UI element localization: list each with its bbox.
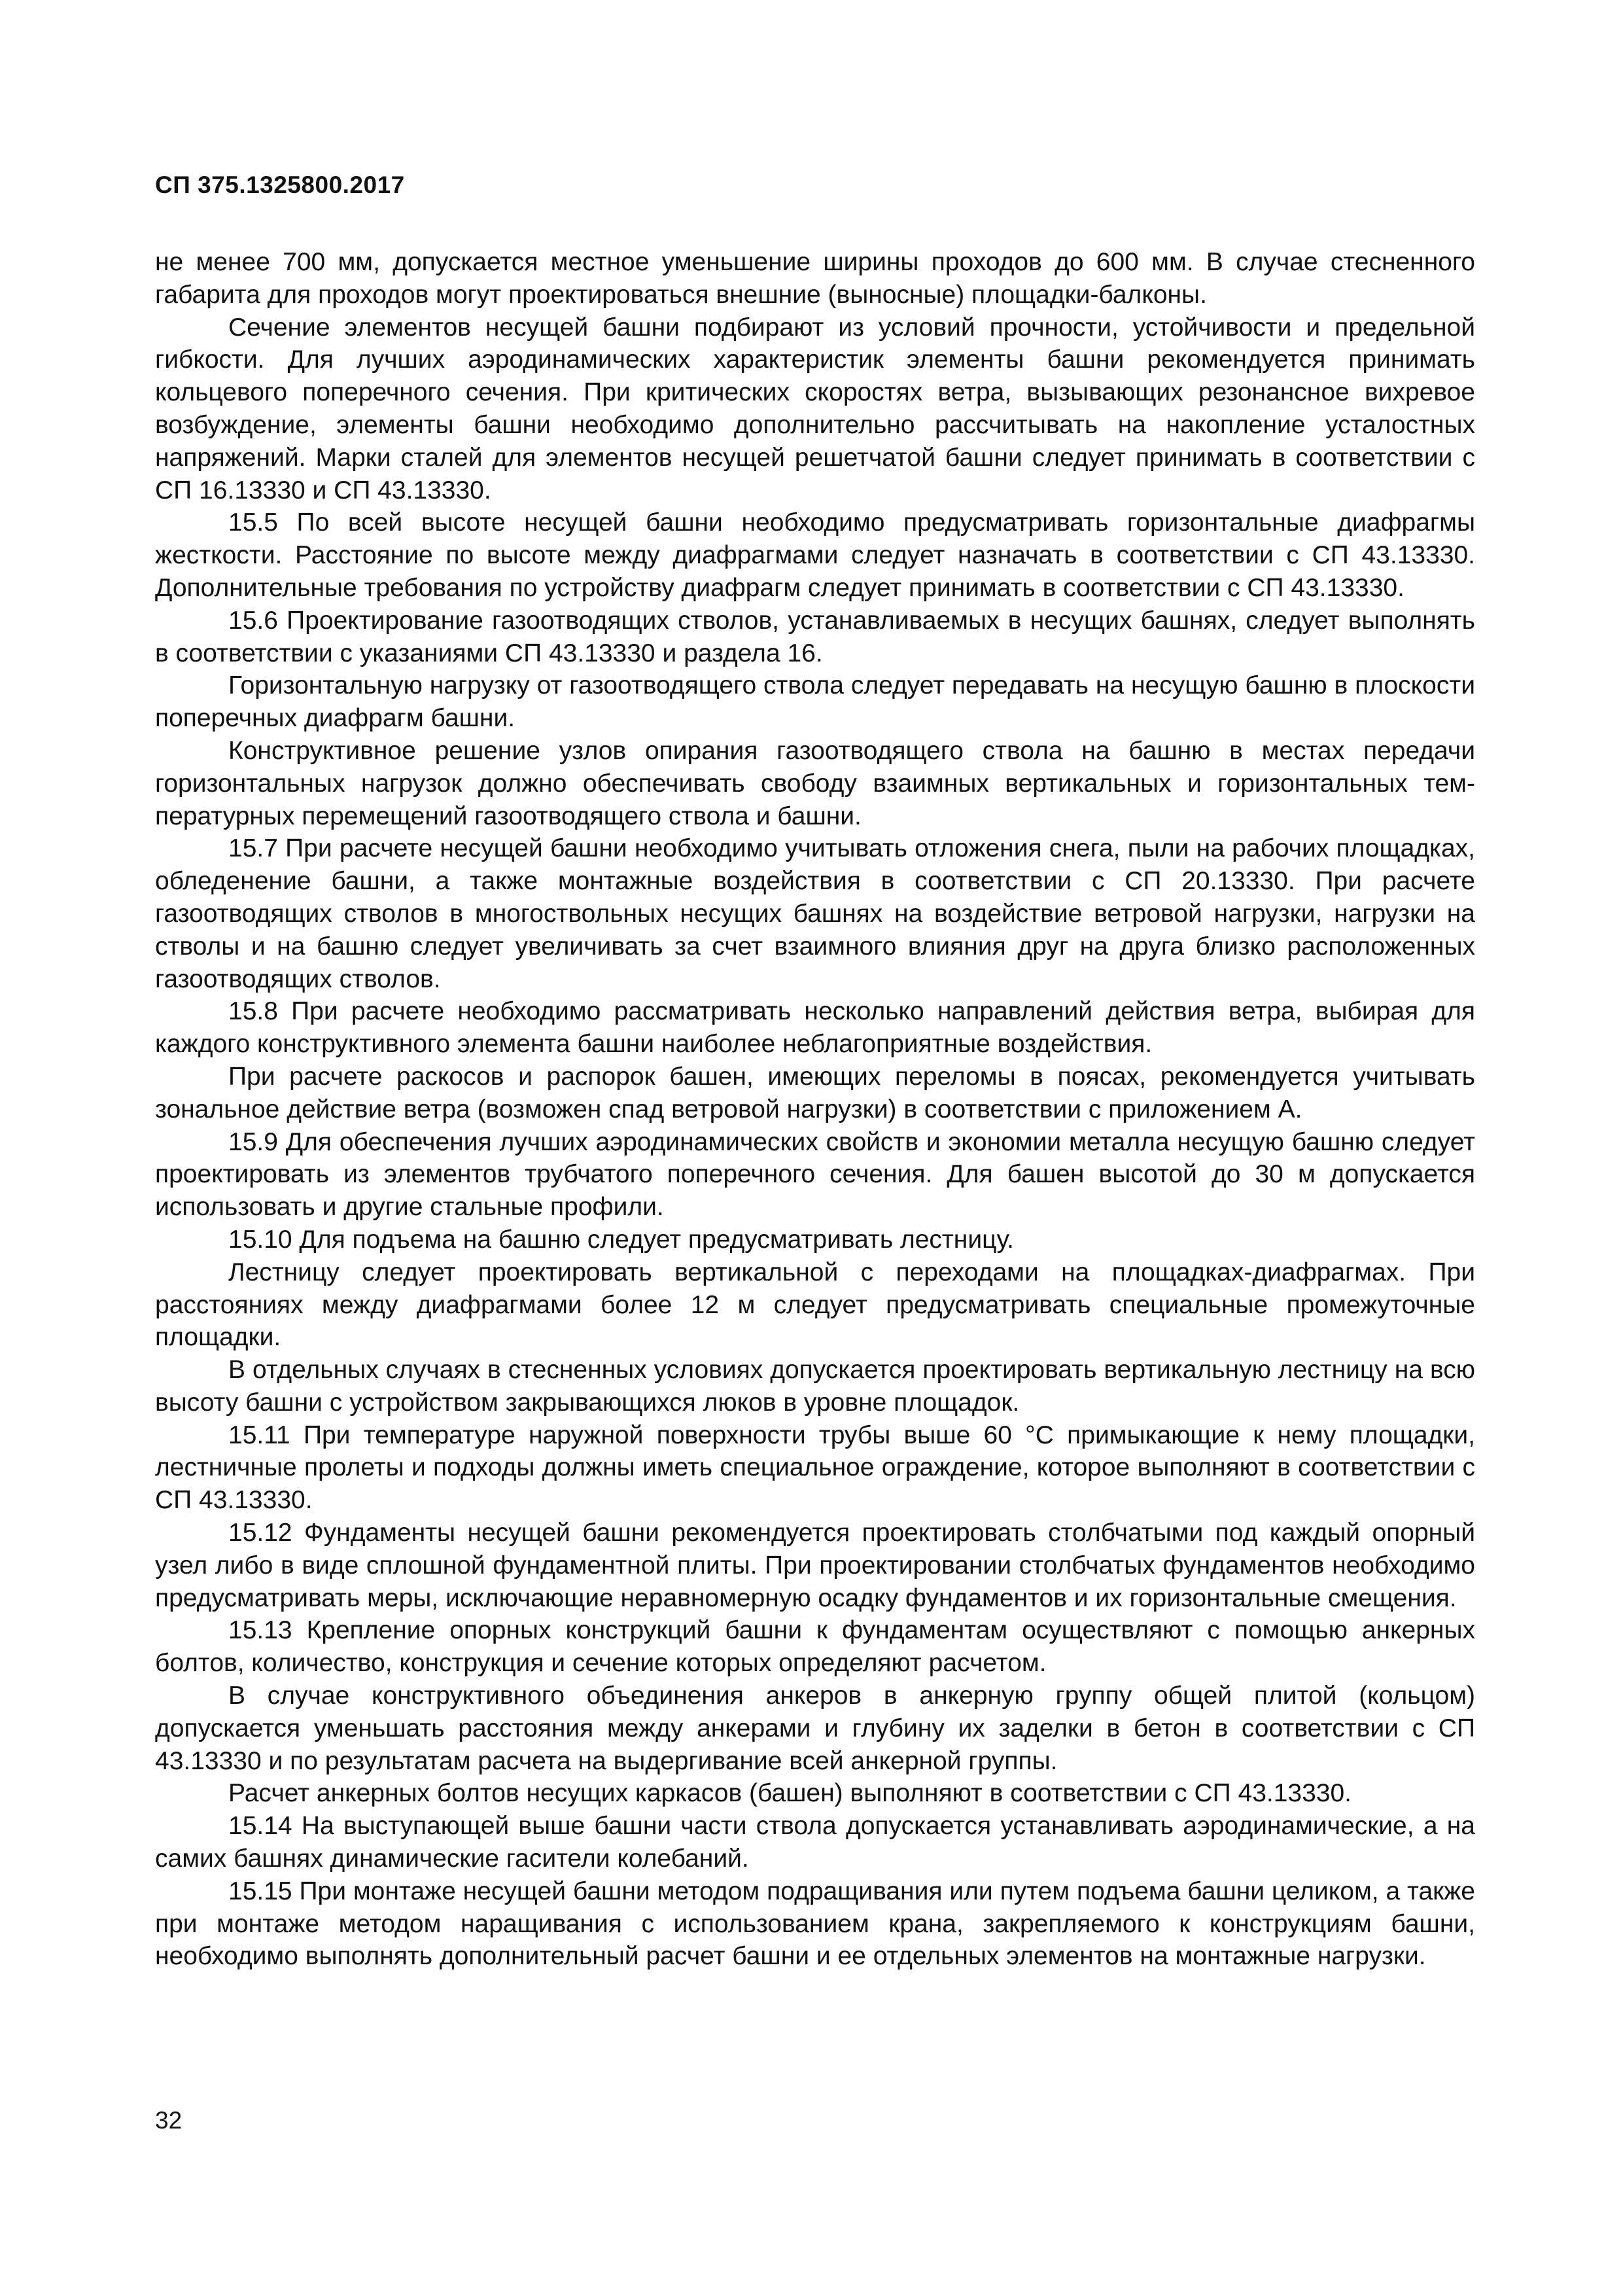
paragraph: При расчете раскосов и распорок башен, имеющих переломы в поясах, рекомендуется учитывать зональное действие ветра (возможен спад ветровой нагрузки) в соответствии с приложением А. [155, 1062, 1475, 1123]
paragraph-15-10: 15.10 Для подъема на башню следует предусматривать лестницу. [228, 1225, 1014, 1254]
page-number: 32 [155, 2107, 183, 2134]
paragraph-15-6: 15.6 Проектирование газоотводящих стволов, устанавливаемых в несущих башнях, следует выполнять в соответствии с указаниями СП 43.13330 и раздела 16. [155, 606, 1475, 667]
paragraph: не менее 700 мм, допускается местное уменьшение ширины проходов до 600 мм. В случае стесненного габарита для проходов могут проектироваться внешние (выносные) площадки-балконы. [155, 248, 1475, 309]
paragraph: В случае конструктивного объединения анкеров в анкерную группу общей плитой (кольцом) допускается уменьшать расстояния между анкерами и глубину их заделки в бетон в соответствии с СП 43.13330 и по результатам расчета на выдергивание всей анкерной группы. [155, 1682, 1475, 1775]
paragraph: Сечение элементов несущей башни подбирают из условий прочности, устойчивости и предельной гибкости. Для лучших аэродинамических характеристик элементы башни рекомендуется принимать кольцевого поперечного сечения. При критических скоростях ветра, вызывающих резонансное вихревое возбуждение, элементы башни необходимо дополнительно рассчитывать на накопление усталостных напряжений. Марки сталей для элементов несущей решетчатой башни следует принимать в соответствии с СП 16.13330 и СП 43.13330. [155, 313, 1475, 504]
paragraph-15-7: 15.7 При расчете несущей башни необходимо учитывать отложения снега, пыли на рабочих площадках, обледенение башни, а также монтажные воздействия в соответствии с СП 20.13330. При расчете газоотводящих стволов в многоствольных несущих башнях на воздействие ветровой нагрузки, нагрузки на стволы и на башню следует увеличивать за счет взаимного влияния друг на друга близко расположенных газоотводящих стволов. [155, 834, 1475, 993]
paragraph: Лестницу следует проектировать вертикальной с переходами на площадках-диафрагмах. При расстояниях между диафрагмами более 12 м следует предусматривать специальные промежуточные площадки. [155, 1258, 1475, 1352]
paragraph-15-14: 15.14 На выступающей выше башни части ствола допускается устанавливать аэродинамические, а на самих башнях динамические гасители колебаний. [155, 1812, 1475, 1873]
paragraph-15-15: 15.15 При монтаже несущей башни методом подращивания или путем подъема башни целиком, а также при монтаже методом наращивания с использованием крана, закрепляемого к конструкциям башни, необходимо выполнять дополнительный расчет башни и ее отдельных элементов на монтажные нагрузки. [155, 1877, 1475, 1971]
paragraph-15-9: 15.9 Для обеспечения лучших аэродинамических свойств и экономии металла несущую башню следует проектировать из элементов трубчатого поперечного сечения. Для башен высотой до 30 м допускается использовать и другие стальные профили. [155, 1127, 1475, 1222]
paragraph-15-11: 15.11 При температуре наружной поверхности трубы выше 60 °С примыкающие к нему площадки, лестничные пролеты и подходы должны иметь специальное ограждение, которое выполняют в соответствии с СП 43.13330. [155, 1421, 1475, 1515]
paragraph-15-8: 15.8 При расчете необходимо рассматривать несколько направлений действия ветра, выбирая для каждого конструктивного элемента башни наиболее неблагоприятные воздействия. [155, 997, 1475, 1059]
document-body [155, 246, 1475, 1973]
document-code-header: СП 375.1325800.2017 [155, 171, 405, 198]
paragraph: Расчет анкерных болтов несущих каркасов (башен) выполняют в соответствии с СП 43.13330. [228, 1779, 1352, 1808]
paragraph: В отдельных случаях в стесненных условиях допускается проектировать вертикальную лестницу на всю высоту башни с устройством закрывающихся люков в уровне площадок. [155, 1356, 1475, 1417]
paragraph-15-5: 15.5 По всей высоте несущей башни необходимо предусматривать горизонтальные диафрагмы жесткости. Расстояние по высоте между диафрагмами следует назначать в соответствии с СП 43.13330. Дополнительные требования по устройству диафрагм следует принимать в соответствии с СП 43.13330. [155, 508, 1475, 602]
paragraph-15-12: 15.12 Фундаменты несущей башни рекомендуется проектировать столбчатыми под каждый опорный узел либо в виде сплошной фундаментной плиты. При проектировании столбчатых фундаментов необходимо предусматривать меры, исключающие неравномерную осадку фундаментов и их горизонтальные смещения. [155, 1519, 1475, 1612]
paragraph-15-13: 15.13 Крепление опорных конструкций башни к фундаментам осуществляют с помощью анкерных болтов, количество, конструкция и сечение которых определяют расчетом. [155, 1616, 1475, 1678]
paragraph: Конструктивное решение узлов опирания газоотводящего ствола на башню в местах передачи горизонтальных нагрузок должно обеспечивать свободу взаимных вертикальных и горизонтальных температурных перемещений газоотводящего ствола и башни. [155, 736, 1475, 830]
paragraph: Горизонтальную нагрузку от газоотводящего ствола следует передавать на несущую башню в плоскости поперечных диафрагм башни. [155, 671, 1475, 733]
